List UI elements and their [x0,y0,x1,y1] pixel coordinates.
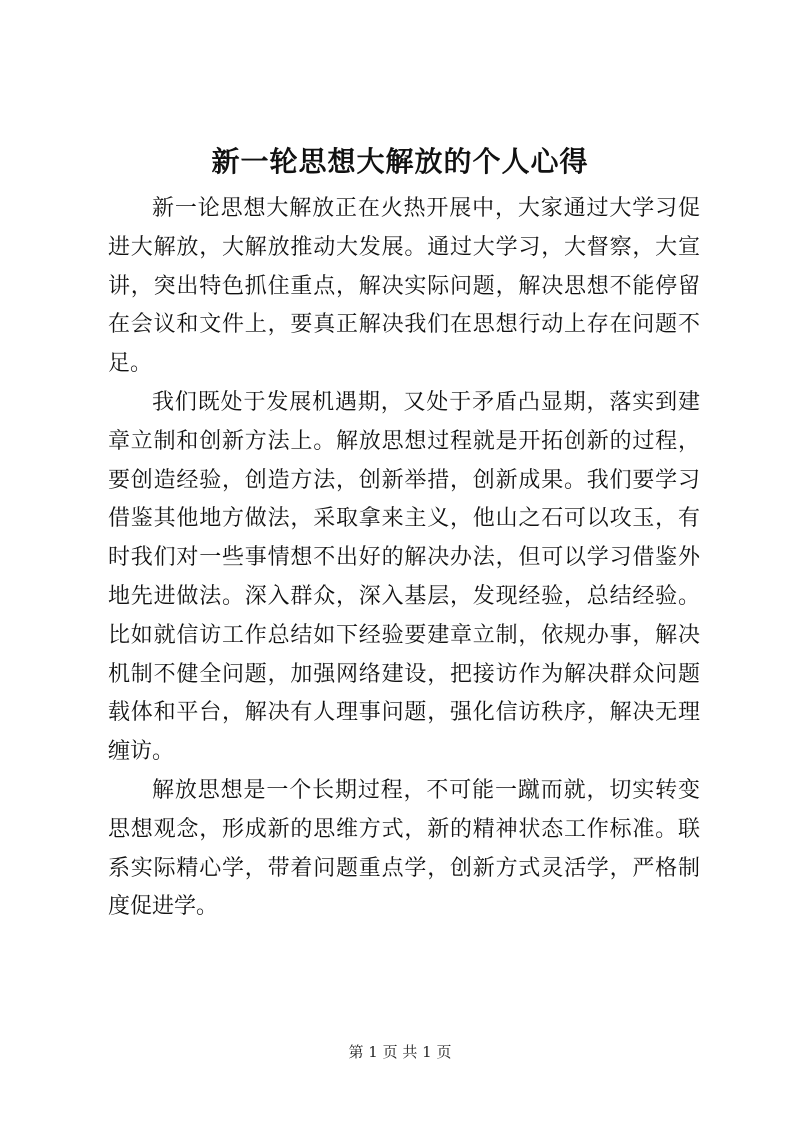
paragraph-1: 新一论思想大解放正在火热开展中，大家通过大学习促进大解放，大解放推动大发展。通过大学习，大督察，大宣讲，突出特色抓住重点，解决实际问题，解决思想不能停留在会议和文件上，要真正解决我们在思想行动上存在问题不足。 [108,196,700,377]
document-title: 新一轮思想大解放的个人心得 [211,145,589,178]
paragraph-3: 解放思想是一个长期过程，不可能一蹴而就，切实转变思想观念，形成新的思维方式，新的精神状态工作标准。联系实际精心学，带着问题重点学，创新方式灵活学，严格制度促进学。 [108,777,700,920]
document-body [108,190,700,927]
paragraph-2: 我们既处于发展机遇期，又处于矛盾凸显期，落实到建章立制和创新方法上。解放思想过程就是开拓创新的过程，要创造经验，创造方法，创新举措，创新成果。我们要学习借鉴其他地方做法，采取拿来主义，他山之石可以攻玉，有时我们对一些事情想不出好的解决办法，但可以学习借鉴外地先进做法。深入群众，深入基层，发现经验，总结经验。比如就信访工作总结如下经验要建章立制，依规办事，解决机制不健全问题，加强网络建设，把接访作为解决群众问题载体和平台，解决有人理事问题，强化信访秩序，解决无理缠访。 [108,389,700,765]
page-number-footer: 第 1 页 共 1 页 [348,1043,452,1061]
